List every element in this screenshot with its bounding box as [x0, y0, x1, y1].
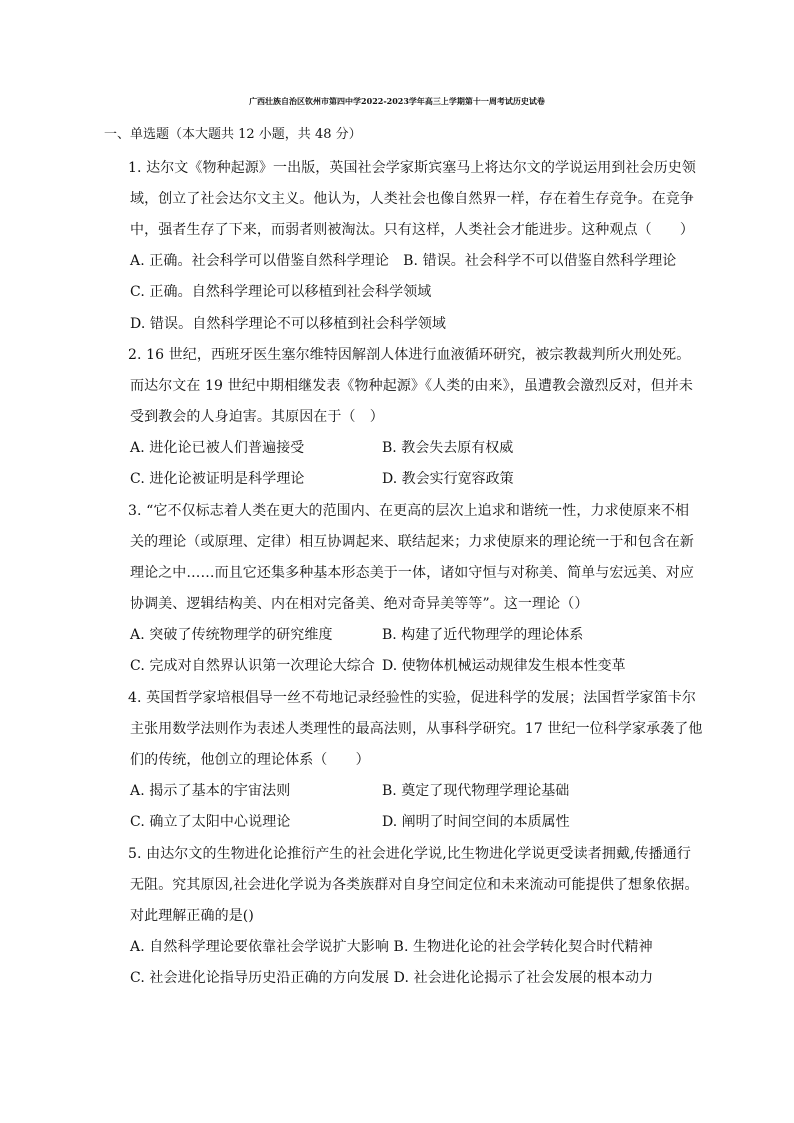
q4-option-c: C. 确立了太阳中心说理论: [130, 814, 291, 830]
q5-line-3: 对此理解正确的是(): [130, 908, 254, 924]
q2-option-b: B. 教会失去原有权威: [382, 440, 514, 456]
q3-line-1: 3. “它不仅标志着人类在更大的范围内、在更高的层次上追求和谐统一性，力求使原来不相: [128, 503, 690, 519]
q4-line-1: 4. 英国哲学家培根倡导一丝不苟地记录经验性的实验，促进科学的发展；法国哲学家笛卡尔: [128, 690, 697, 706]
q3-option-b: B. 构建了近代物理学的理论体系: [382, 627, 584, 643]
q1-line-1: 1. 达尔文《物种起源》一出版，英国社会学家斯宾塞马上将达尔文的学说运用到社会历史领: [128, 160, 697, 176]
q4-line-2: 主张用数学法则作为表述人类理性的最高法则，从事科学研究。17 世纪一位科学家承袭了他: [130, 721, 703, 737]
q1-option-d: D. 错误。自然科学理论不可以移植到社会科学领域: [130, 316, 447, 332]
q2-option-d: D. 教会实行宽容政策: [382, 471, 514, 487]
q2-option-a: A. 进化论已被人们普遍接受: [130, 440, 305, 456]
q1-line-2: 域，创立了社会达尔文主义。他认为，人类社会也像自然界一样，存在着生存竞争。在竞争: [130, 191, 694, 207]
q3-line-4: 协调美、逻辑结构美、内在相对完备美、绝对奇异美等等”。这一理论（）: [130, 596, 589, 612]
q3-line-3: 理论之中……而且它还集多种基本形态美于一体，诸如守恒与对称美、简单与宏远美、对应: [130, 565, 694, 581]
q2-line-3: 受到教会的人身迫害。其原因在于（ ）: [130, 409, 384, 425]
q4-option-d: D. 阐明了时间空间的本质属性: [382, 814, 570, 830]
q4-option-b: B. 奠定了现代物理学理论基础: [382, 783, 570, 799]
q2-line-2: 而达尔文在 19 世纪中期相继发表《物种起源》《人类的由来》，虽遭教会激烈反对，但并未: [130, 378, 694, 394]
section-heading: 一、单选题（本大题共 12 小题，共 48 分）: [104, 127, 362, 142]
q3-line-2: 关的理论（或原理、定律）相互协调起来、联结起来；力求使原来的理论统一于和包含在新: [130, 534, 694, 550]
q5-option-cd: C. 社会进化论指导历史沿正确的方向发展 D. 社会进化论揭示了社会发展的根本动力: [130, 970, 654, 986]
q2-line-1: 2. 16 世纪，西班牙医生塞尔维特因解剖人体进行血液循环研究，被宗教裁判所火刑处死。: [128, 347, 691, 363]
exam-title: 广西壮族自治区钦州市第四中学2022-2023学年高三上学期第十一周考试历史试卷: [249, 96, 545, 106]
q4-line-3: 们的传统，他创立的理论体系（ ）: [130, 752, 370, 768]
q3-option-a: A. 突破了传统物理学的研究维度: [130, 627, 333, 643]
q1-option-ab: A. 正确。社会科学可以借鉴自然科学理论 B. 错误。社会科学不可以借鉴自然科学理论: [130, 253, 677, 269]
q5-line-1: 5. 由达尔文的生物进化论推衍产生的社会进化学说,比生物进化学说更受读者拥戴,传播通行: [128, 846, 692, 862]
q4-option-a: A. 揭示了基本的宇宙法则: [130, 783, 291, 799]
q5-line-2: 无阻。究其原因,社会进化学说为各类族群对自身空间定位和未来流动可能提供了想象依据。: [130, 877, 699, 893]
q2-option-c: C. 进化论被证明是科学理论: [130, 471, 305, 487]
q1-line-3: 中，强者生存了下来，而弱者则被淘汰。只有这样，人类社会才能进步。这种观点（ ）: [130, 222, 694, 238]
q1-option-c: C. 正确。自然科学理论可以移植到社会科学领域: [130, 284, 432, 300]
q5-option-ab: A. 自然科学理论要依靠社会学说扩大影响 B. 生物进化论的社会学转化契合时代精神: [130, 939, 653, 955]
q3-option-d: D. 使物体机械运动规律发生根本性变革: [382, 658, 626, 674]
q3-option-c: C. 完成对自然界认识第一次理论大综合: [130, 658, 376, 674]
